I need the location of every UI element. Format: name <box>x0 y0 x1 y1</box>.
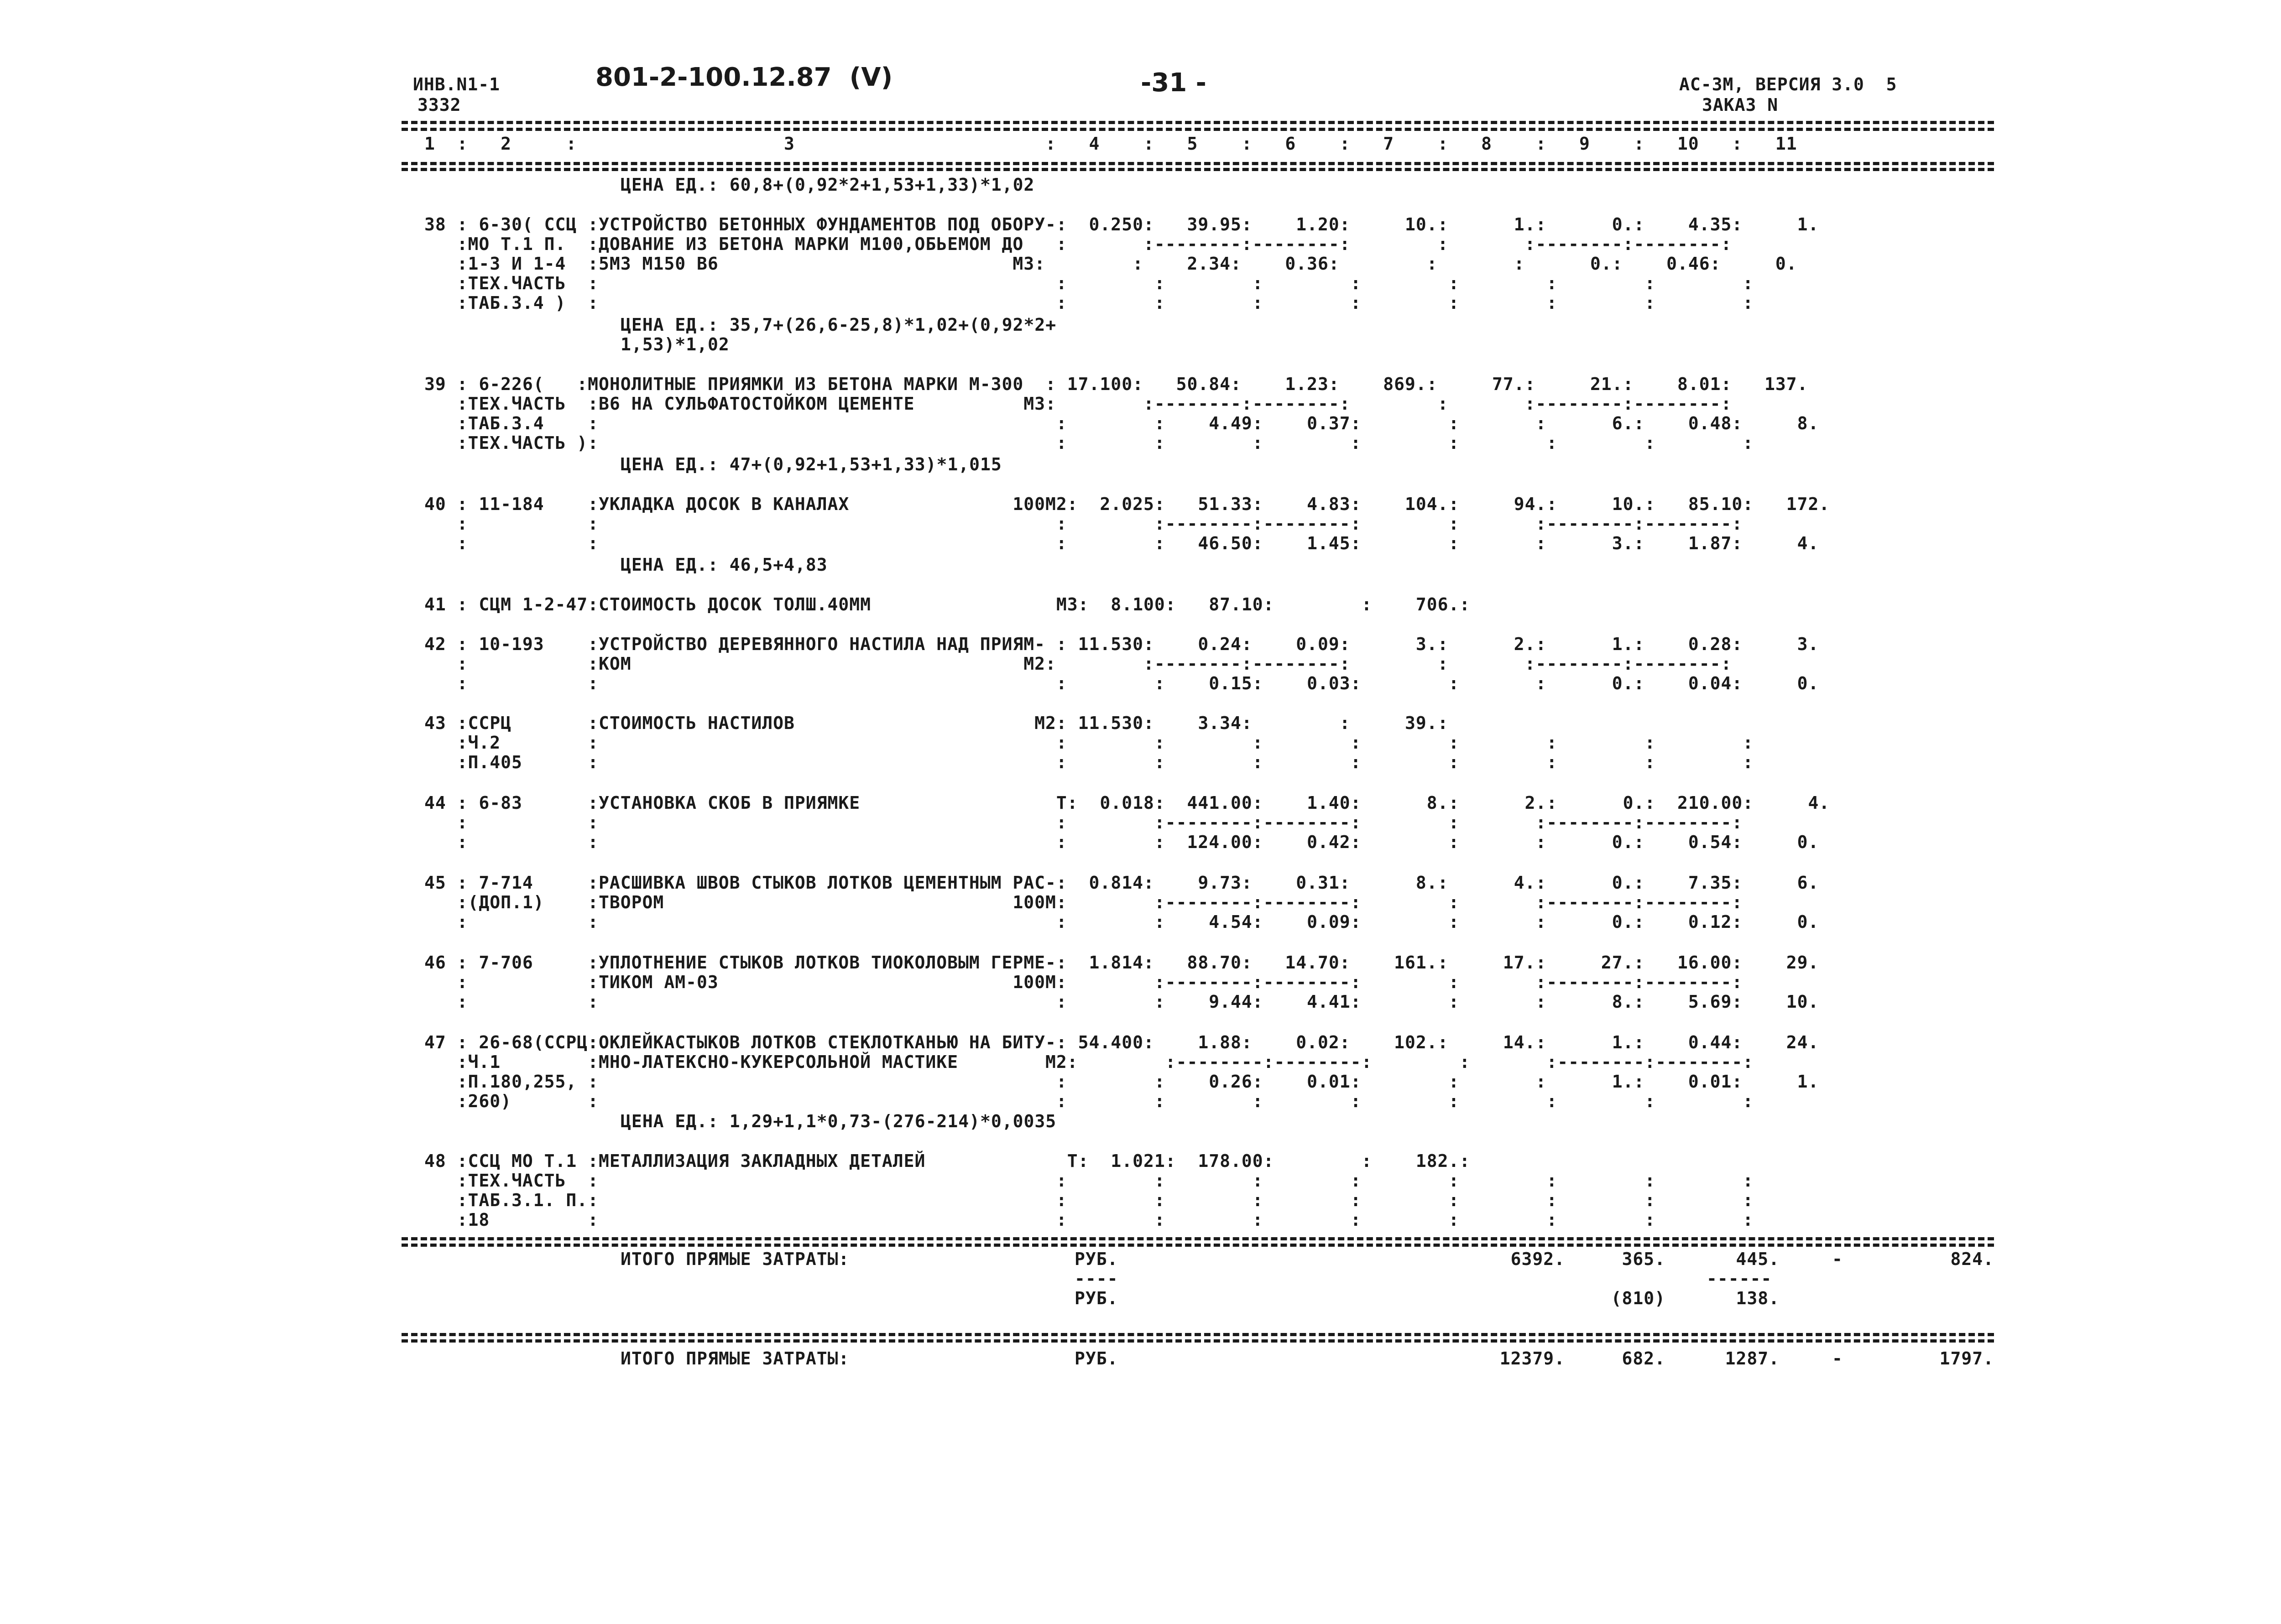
totals-label: ИТОГО ПРЯМЫЕ ЗАТРАТЫ: <box>621 1249 850 1269</box>
grand-total-top-rule-2 <box>402 1339 1994 1343</box>
totals-col10: - <box>1832 1249 1843 1269</box>
table-row: :Ч.2 : : : : : : : : : <box>424 733 1754 753</box>
table-row: : : : :--------:--------: : :--------:--------: <box>424 514 1743 534</box>
table-row: :1-3 И 1-4 :5М3 М150 В6 М3: : 2.34: 0.36: : : 0.: 0.46: 0. <box>424 254 1797 274</box>
table-row: 46 : 7-706 :УПЛОТНЕНИЕ СТЫКОВ ЛОТКОВ ТИОКОЛОВЫМ ГЕРМЕ-: 1.814: 88.70: 14.70: 161.: 17.: 27.: 16.00: 29. <box>424 953 1819 973</box>
totals-row2-col8: (810) <box>1611 1288 1665 1308</box>
table-row: : : : : 9.44: 4.41: : : 8.: 5.69: 10. <box>424 992 1819 1012</box>
table-row: 38 : 6-30( ССЦ :УСТРОЙСТВО БЕТОННЫХ ФУНДАМЕНТОВ ПОД ОБОРУ-: 0.250: 39.95: 1.20: 10.: 1.: 0.: 4.35: 1. <box>424 214 1819 234</box>
table-row: :ТЕХ.ЧАСТЬ ): : : : : : : : : <box>424 433 1754 453</box>
table-row: :МО Т.1 П. :ДОВАНИЕ ИЗ БЕТОНА МАРКИ М100,ОБЬЕМОМ ДО : :--------:--------: : :--------:--------: <box>424 234 1732 254</box>
table-row: : : : : 46.50: 1.45: : : 3.: 1.87: 4. <box>424 533 1819 553</box>
table-row: :П.180,255, : : : 0.26: 0.01: : : 1.: 0.01: 1. <box>424 1072 1819 1092</box>
table-row: 42 : 10-193 :УСТРОЙСТВО ДЕРЕВЯННОГО НАСТИЛА НАД ПРИЯМ- : 11.530: 0.24: 0.09: 3.: 2.: 1.: 0.28: 3. <box>424 634 1819 654</box>
table-row: :П.405 : : : : : : : : : <box>424 752 1754 772</box>
table-row: :ТАБ.3.4 ) : : : : : : : : : <box>424 293 1754 313</box>
totals-unit: РУБ. <box>1075 1249 1118 1269</box>
table-row: 47 : 26-68(ССРЦ:ОКЛЕЙКАСТЫКОВ ЛОТКОВ СТЕКЛОТКАНЬЮ НА БИТУ-: 54.400: 1.88: 0.02: 102.: 14.: 1.: 0.44: 24. <box>424 1032 1819 1052</box>
table-row: :ТАБ.3.1. П.: : : : : : : : : <box>424 1190 1754 1210</box>
grand-total-col10: - <box>1832 1348 1843 1369</box>
totals-row2-col9: 138. <box>1736 1288 1780 1308</box>
inventory-number: ИНВ.N1-1 <box>413 74 501 94</box>
grand-total-label: ИТОГО ПРЯМЫЕ ЗАТРАТЫ: <box>621 1348 850 1369</box>
grand-total-col7: 12379. <box>1499 1348 1565 1369</box>
table-row: : : : : 124.00: 0.42: : : 0.: 0.54: 0. <box>424 832 1819 852</box>
totals-col9: 445. <box>1736 1249 1780 1269</box>
table-row: :Ч.1 :МНО-ЛАТЕКСНО-КУКЕРСОЛЬНОЙ МАСТИКЕ М2: :--------:--------: : :--------:--------: <box>424 1052 1754 1072</box>
table-row: :ТЕХ.ЧАСТЬ :В6 НА СУЛЬФАТОСТОЙКОМ ЦЕМЕНТЕ М3: :--------:--------: : :--------:--------: <box>424 394 1732 414</box>
grand-total-unit: РУБ. <box>1075 1348 1118 1369</box>
grand-total-col8: 682. <box>1622 1348 1665 1369</box>
table-row: : : : : 0.15: 0.03: : : 0.: 0.04: 0. <box>424 673 1819 693</box>
table-row: :ТАБ.3.4 : : : 4.49: 0.37: : : 6.: 0.48: 8. <box>424 413 1819 433</box>
page-number: -31 - <box>1141 68 1206 98</box>
table-row: 39 : 6-226( :МОНОЛИТНЫЕ ПРИЯМКИ ИЗ БЕТОНА МАРКИ М-300 : 17.100: 50.84: 1.23: 869.: 77.: 21.: 8.01: 137. <box>424 374 1808 394</box>
order-label: ЗАКАЗ N <box>1702 95 1779 115</box>
unit-price-note: ЦЕНА ЕД.: 1,29+1,1*0,73-(276-214)*0,0035 <box>621 1111 1057 1131</box>
header-bottom-rule <box>402 162 1994 165</box>
table-row: 43 :ССРЦ :СТОИМОСТЬ НАСТИЛОВ М2: 11.530: 3.34: : 39.: <box>424 713 1449 733</box>
document-code: 801-2-100.12.87 (V) <box>595 62 893 92</box>
unit-price-note: ЦЕНА ЕД.: 35,7+(26,6-25,8)*1,02+(0,92*2+ <box>621 315 1057 335</box>
totals-col11: 824. <box>1950 1249 1994 1269</box>
column-header-row: 1 : 2 : 3 : 4 : 5 : 6 : 7 : 8 : 9 : 10 : 11 <box>424 134 1797 154</box>
unit-price-note: ЦЕНА ЕД.: 60,8+(0,92*2+1,53+1,33)*1,02 <box>621 175 1035 195</box>
grand-total-col9: 1287. <box>1725 1348 1780 1369</box>
totals-top-rule <box>402 1237 1994 1240</box>
totals-unit-underline: ---- <box>1075 1269 1118 1289</box>
grand-total-col11: 1797. <box>1939 1348 1994 1369</box>
table-row: : : : : 4.54: 0.09: : : 0.: 0.12: 0. <box>424 912 1819 932</box>
table-row: 41 : СЦМ 1-2-47:СТОИМОСТЬ ДОСОК ТОЛШ.40ММ М3: 8.100: 87.10: : 706.: <box>424 594 1471 614</box>
table-row: 40 : 11-184 :УКЛАДКА ДОСОК В КАНАЛАХ 100М2: 2.025: 51.33: 4.83: 104.: 94.: 10.: 85.10: 172. <box>424 494 1830 514</box>
program-version: АС-3М, ВЕРСИЯ 3.0 5 <box>1679 74 1897 94</box>
totals-top-rule-2 <box>402 1244 1994 1247</box>
totals-unit-2: РУБ. <box>1075 1288 1118 1308</box>
unit-price-note: ЦЕНА ЕД.: 46,5+4,83 <box>621 555 828 575</box>
totals-col7: 6392. <box>1510 1249 1565 1269</box>
unit-price-note: ЦЕНА ЕД.: 47+(0,92+1,53+1,33)*1,015 <box>621 454 1002 474</box>
table-row: 44 : 6-83 :УСТАНОВКА СКОБ В ПРИЯМКЕ Т: 0.018: 441.00: 1.40: 8.: 2.: 0.: 210.00: 4. <box>424 793 1830 813</box>
table-row: :ТЕХ.ЧАСТЬ : : : : : : : : : <box>424 1171 1754 1191</box>
table-row: :260) : : : : : : : : : <box>424 1091 1754 1111</box>
totals-col9-underline: ------ <box>1707 1269 1772 1289</box>
table-row: 48 :ССЦ МО Т.1 :МЕТАЛЛИЗАЦИЯ ЗАКЛАДНЫХ ДЕТАЛЕЙ Т: 1.021: 178.00: : 182.: <box>424 1151 1471 1171</box>
unit-price-note: 1,53)*1,02 <box>621 334 730 354</box>
totals-col8: 365. <box>1622 1249 1665 1269</box>
inventory-number-value: 3332 <box>418 95 461 115</box>
header-top-rule-2 <box>402 128 1994 131</box>
grand-total-top-rule <box>402 1333 1994 1336</box>
table-row: 45 : 7-714 :РАСШИВКА ШВОВ СТЫКОВ ЛОТКОВ ЦЕМЕНТНЫМ РАС-: 0.814: 9.73: 0.31: 8.: 4.: 0.: 7.35: 6. <box>424 873 1819 893</box>
table-row: : : : :--------:--------: : :--------:--------: <box>424 812 1743 833</box>
header-bottom-rule-2 <box>402 168 1994 171</box>
table-row: :(ДОП.1) :ТВОРОМ 100М: :--------:--------: : :--------:--------: <box>424 892 1743 912</box>
table-row: : :КОМ М2: :--------:--------: : :--------:--------: <box>424 654 1732 674</box>
table-row: :18 : : : : : : : : : <box>424 1210 1754 1230</box>
header-top-rule <box>402 121 1994 124</box>
table-row: :ТЕХ.ЧАСТЬ : : : : : : : : : <box>424 273 1754 293</box>
table-row: : :ТИКОМ АМ-03 100М: :--------:--------: : :--------:--------: <box>424 972 1743 992</box>
